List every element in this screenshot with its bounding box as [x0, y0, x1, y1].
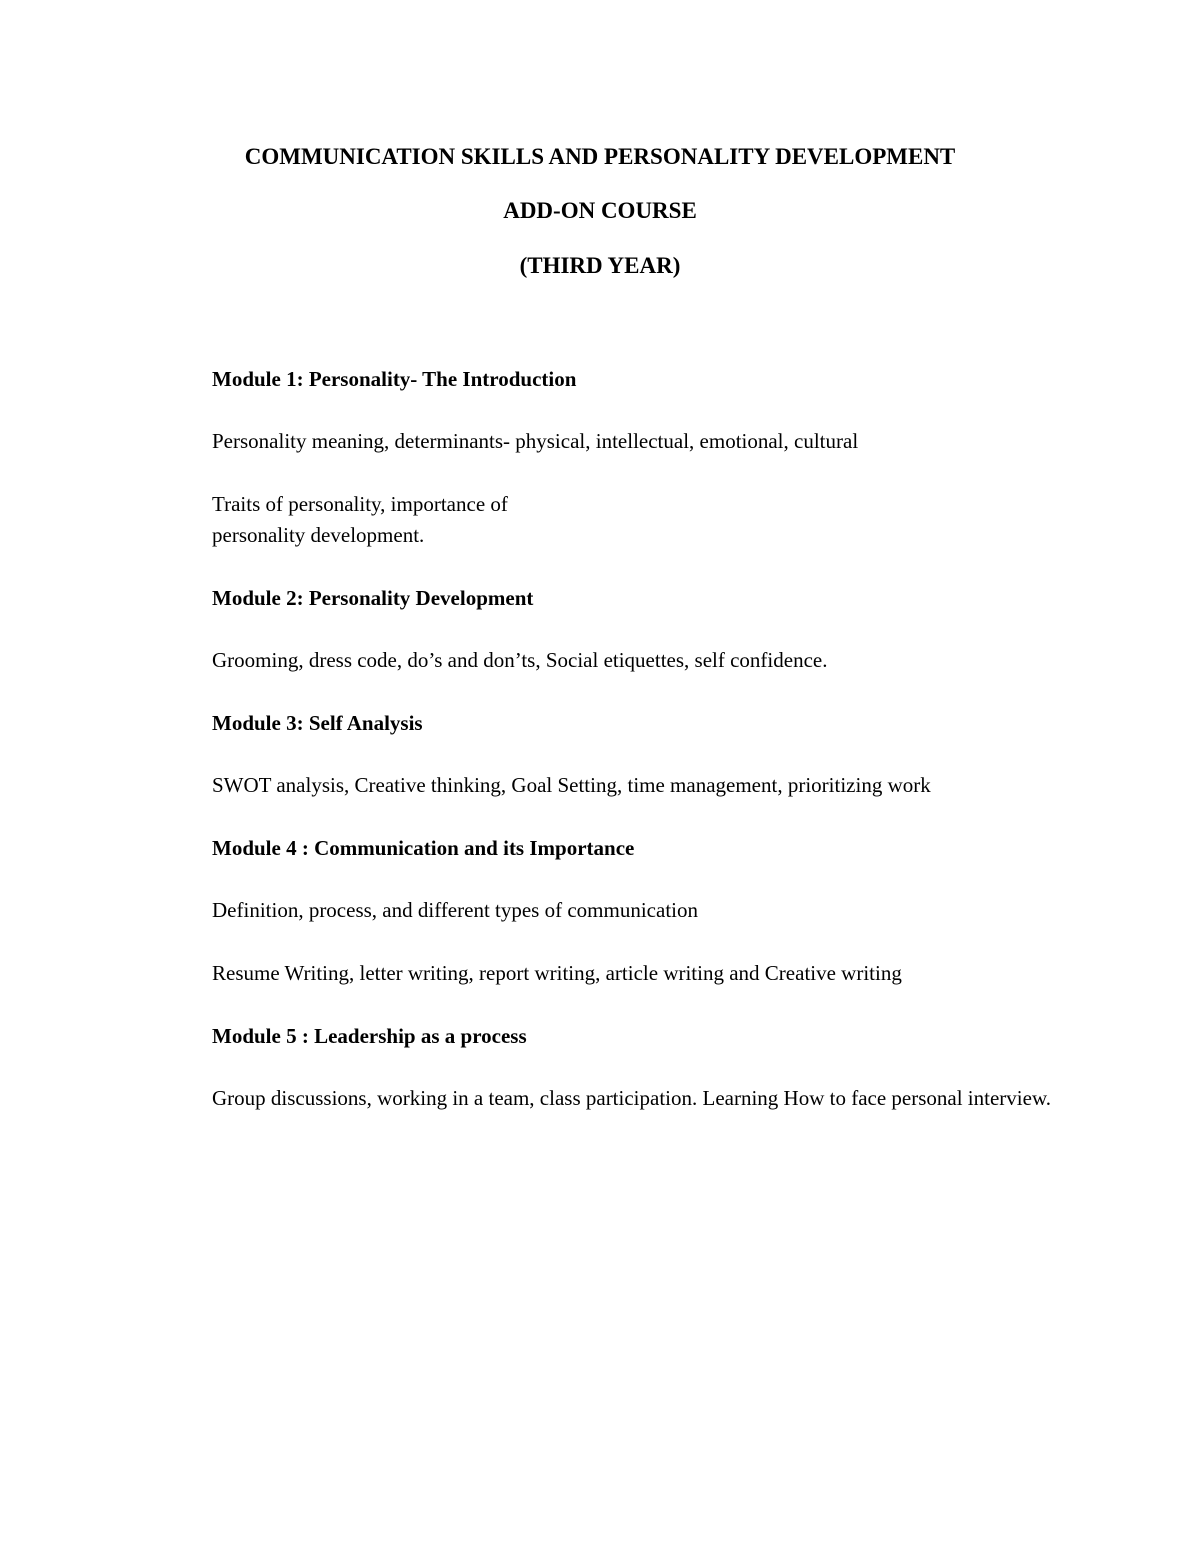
module-paragraph: Resume Writing, letter writing, report writing, article writing and Creative writing [212, 961, 902, 985]
module-5 [212, 1021, 1072, 1114]
module-2 [212, 583, 1072, 676]
module-3 [212, 708, 1072, 801]
module-paragraph: Personality meaning, determinants- physical, intellectual, emotional, cultural [212, 429, 859, 453]
module-4 [212, 833, 1072, 989]
module-paragraph: Traits of personality, importance of [212, 492, 508, 516]
module-heading: Module 2: Personality Development [212, 586, 534, 610]
module-paragraph: SWOT analysis, Creative thinking, Goal Setting, time management, prioritizing work [212, 773, 931, 797]
module-list [212, 364, 1072, 1146]
module-1 [212, 364, 1072, 551]
course-year: (THIRD YEAR) [519, 253, 681, 278]
module-paragraph: Grooming, dress code, do’s and don’ts, Social etiquettes, self confidence. [212, 648, 828, 672]
module-heading: Module 1: Personality- The Introduction [212, 367, 577, 391]
course-subtitle: ADD-ON COURSE [503, 198, 697, 223]
module-heading: Module 4 : Communication and its Importance [212, 836, 635, 860]
module-paragraph: Group discussions, working in a team, class participation. Learning How to face personal interview. [212, 1086, 1051, 1110]
module-paragraph: personality development. [212, 523, 425, 547]
course-title: COMMUNICATION SKILLS AND PERSONALITY DEVELOPMENT [244, 144, 956, 169]
module-paragraph: Definition, process, and different types of communication [212, 898, 698, 922]
module-heading: Module 5 : Leadership as a process [212, 1024, 527, 1048]
module-heading: Module 3: Self Analysis [212, 711, 423, 735]
